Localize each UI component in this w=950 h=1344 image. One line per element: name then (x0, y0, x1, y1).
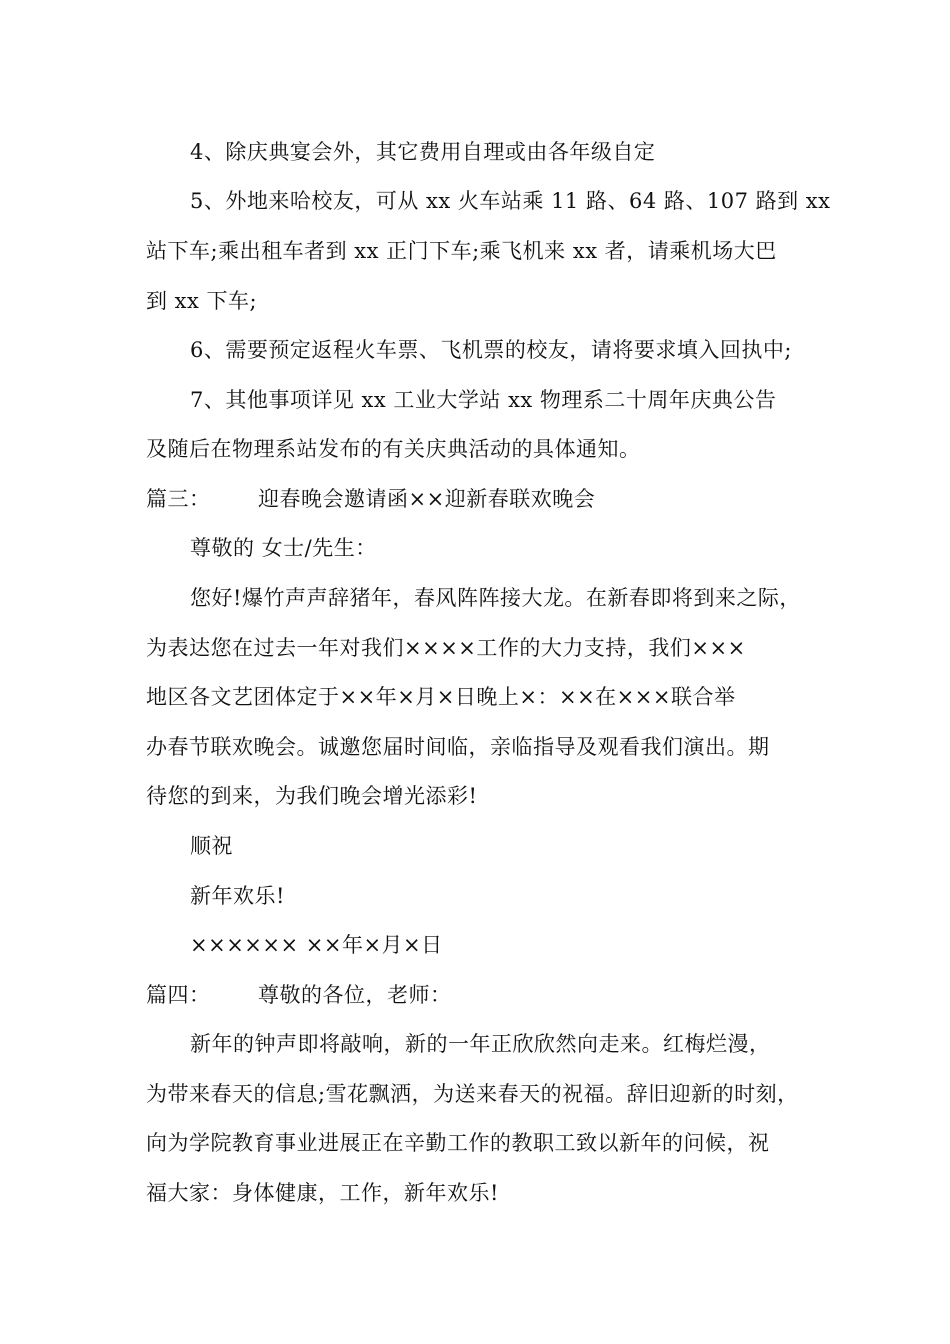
invitation-body-line-2: 为表达您在过去一年对我们××××工作的大力支持，我们××× (146, 636, 746, 660)
greeting-body-line-1: 新年的钟声即将敲响，新的一年正欣欣然向走来。红梅烂漫， (190, 1032, 771, 1056)
invitation-closing-2: 新年欢乐! (190, 884, 285, 908)
list-item-5-line-1: 5、外地来哈校友，可从 xx 火车站乘 11 路、64 路、107 路到 xx (190, 189, 831, 213)
section-four-label: 篇四： (146, 983, 211, 1007)
list-item-6: 6、需要预定返程火车票、飞机票的校友，请将要求填入回执中; (190, 338, 792, 362)
section-three-label: 篇三： (146, 487, 211, 511)
invitation-body-line-4: 办春节联欢晚会。诚邀您届时间临，亲临指导及观看我们演出。期 (146, 735, 770, 759)
section-four-heading (146, 981, 452, 1009)
section-four-title: 尊敬的各位，老师： (258, 983, 452, 1007)
greeting-body-line-2: 为带来春天的信息;雪花飘洒，为送来春天的祝福。辞旧迎新的时刻， (146, 1082, 799, 1106)
greeting-body-line-3: 向为学院教育事业进展正在辛勤工作的教职工致以新年的问候，祝 (146, 1131, 770, 1155)
list-item-7-line-1: 7、其他事项详见 xx 工业大学站 xx 物理系二十周年庆典公告 (190, 388, 777, 412)
greeting-body-line-4: 福大家：身体健康，工作，新年欢乐! (146, 1181, 499, 1205)
invitation-body-line-5: 待您的到来，为我们晚会增光添彩! (146, 784, 478, 808)
list-item-7-line-2: 及随后在物理系站发布的有关庆典活动的具体通知。 (146, 437, 641, 461)
invitation-closing-1: 顺祝 (190, 834, 233, 858)
section-three-heading (146, 485, 595, 513)
invitation-salutation: 尊敬的 女士/先生： (190, 536, 377, 560)
section-three-title: 迎春晚会邀请函××迎新春联欢晚会 (258, 487, 596, 511)
list-item-5-line-2: 站下车;乘出租车者到 xx 正门下车;乘飞机来 xx 者，请乘机场大巴 (146, 239, 777, 263)
invitation-signature: ×××××× ××年×月×日 (190, 933, 443, 957)
invitation-body-line-1: 您好!爆竹声声辞猪年，春风阵阵接大龙。在新春即将到来之际， (190, 586, 801, 610)
invitation-body-line-3: 地区各文艺团体定于××年×月×日晚上×：××在×××联合举 (146, 685, 736, 709)
list-item-4: 4、除庆典宴会外，其它费用自理或由各年级自定 (190, 140, 656, 164)
list-item-5-line-3: 到 xx 下车; (146, 289, 258, 313)
